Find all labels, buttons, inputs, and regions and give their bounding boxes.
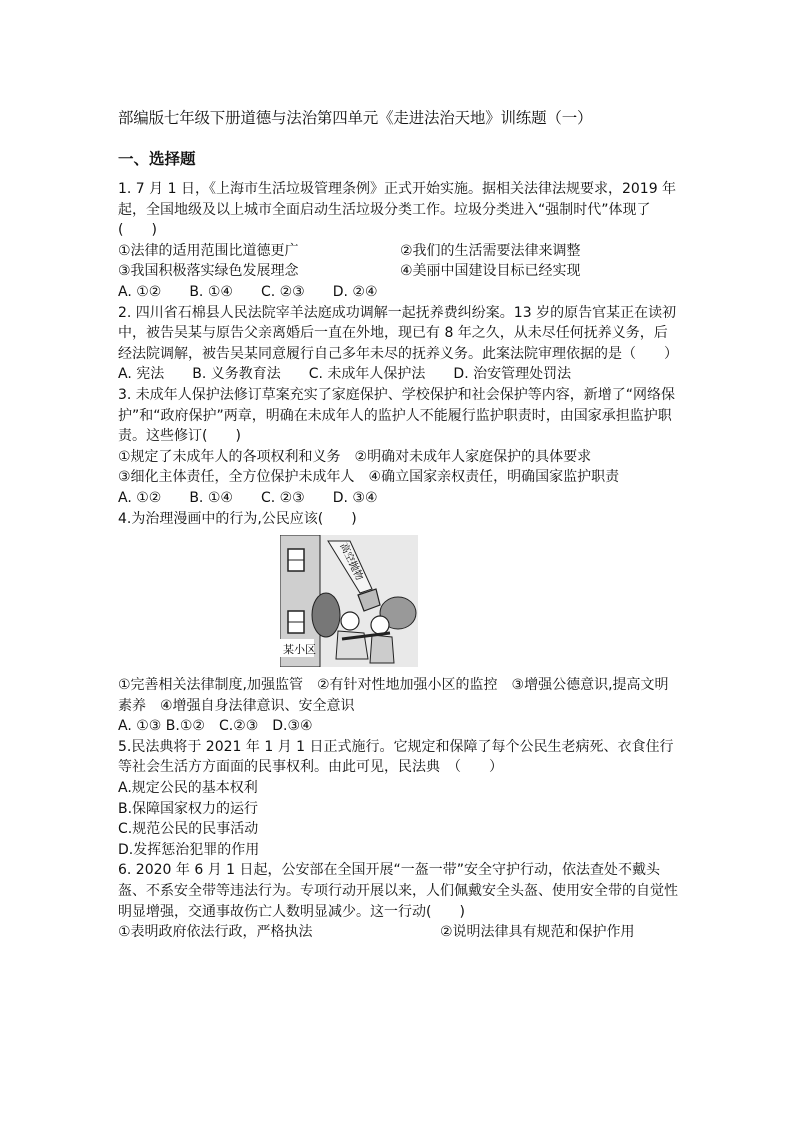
answer-options: A. ①② B. ①④ C. ②③ D. ③④ <box>118 489 378 506</box>
answer-item: ①表明政府依法行政，严格执法 <box>118 924 313 941</box>
section-heading: 一、选择题 <box>118 150 196 168</box>
answer-item: ④美丽中国建设目标已经实现 <box>400 263 581 280</box>
answer-options: A. 宪法 B. 义务教育法 C. 未成年人保护法 D. 治安管理处罚法 <box>118 366 572 383</box>
answer-item: ②我们的生活需要法律来调整 <box>400 242 581 259</box>
cartoon-image <box>280 535 418 667</box>
question-2 <box>118 303 678 385</box>
answer-items: ③细化主体责任，全方位保护未成年人 ④确立国家亲权责任，明确国家监护职责 <box>118 469 620 486</box>
image-caption: 高空抛物 <box>337 541 365 583</box>
cartoon-illustration <box>280 535 418 667</box>
document-title: 部编版七年级下册道德与法治第四单元《走进法治天地》训练题（一） <box>118 109 593 127</box>
answer-item: ②说明法律具有规范和保护作用 <box>440 924 635 941</box>
answer-choice: A.规定公民的基本权利 <box>118 780 258 797</box>
answer-choice: C.规范公民的民事活动 <box>118 821 259 838</box>
question-list <box>118 179 678 943</box>
answer-items: ①完善相关法律制度,加强监管 ②有针对性地加强小区的监控 ③增强公德意识,提高文明素养 ④增强自身法律意识、安全意识 <box>118 677 669 714</box>
question-5 <box>118 737 678 861</box>
question-6 <box>118 860 678 942</box>
question-1 <box>118 179 678 303</box>
answer-choice: D.发挥惩治犯罪的作用 <box>118 841 260 858</box>
answer-choice: B.保障国家权力的运行 <box>118 800 259 817</box>
answer-item: ①法律的适用范围比道德更广 <box>118 242 299 259</box>
question-4 <box>118 509 678 737</box>
question-3 <box>118 385 678 509</box>
answer-item: ③我国积极落实绿色发展理念 <box>118 263 299 280</box>
answer-items: ①规定了未成年人的各项权利和义务 ②明确对未成年人家庭保护的具体要求 <box>118 448 592 465</box>
question-stem: 2. 四川省石棉县人民法院宰羊法庭成功调解一起抚养费纠纷案。13 岁的原告官某正在读初中，被告吴某与原告父亲离婚后一直在外地，现已有 8 年之久，从未尽任何抚养义务，后经法院调解，被告吴某同意履行自己多年未尽的抚养义务。此案法院审理依据的是（ ） <box>118 304 678 362</box>
question-stem: 6. 2020 年 6 月 1 日起，公安部在全国开展“一盔一带”安全守护行动，依法查处不戴头盔、不系安全带等违法行为。专项行动开展以来，人们佩戴安全头盔、使用安全带的自觉性明显增强，交通事故伤亡人数明显减少。这一行动( ) <box>118 862 678 920</box>
question-stem: 5.民法典将于 2021 年 1 月 1 日正式施行。它规定和保障了每个公民生老病死、衣食住行等社会生活方方面面的民事权利。由此可见，民法典 （ ） <box>118 738 674 776</box>
image-label: 某小区 <box>283 643 316 657</box>
answer-options: A. ①③ B.①② C.②③ D.③④ <box>118 718 313 735</box>
question-stem: 3. 未成年人保护法修订草案充实了家庭保护、学校保护和社会保护等内容，新增了“网络保护”和“政府保护”两章，明确在未成年人的监护人不能履行监护职责时，由国家承担监护职责。这些修订( ) <box>118 386 676 445</box>
question-stem: 1. 7 月 1 日，《上海市生活垃圾管理条例》正式开始实施。据相关法律法规要求，2019 年起，全国地级及以上城市全面启动生活垃圾分类工作。垃圾分类进入“强制时代”体现了( ) <box>118 181 677 239</box>
answer-options: A. ①② B. ①④ C. ②③ D. ②④ <box>118 283 378 300</box>
question-stem: 4.为治理漫画中的行为,公民应该( ) <box>118 510 357 527</box>
